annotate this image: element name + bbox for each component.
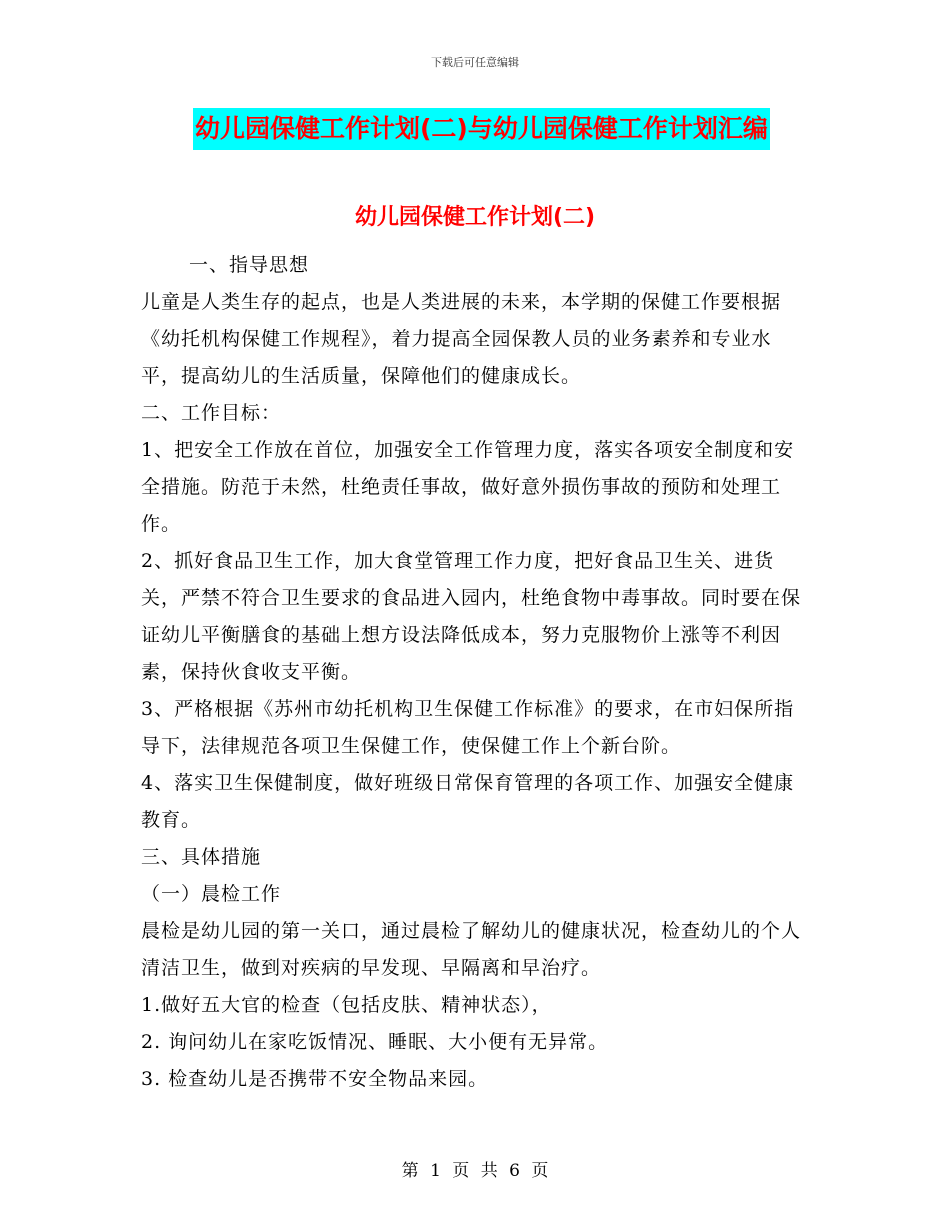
paragraph-intro: 儿童是人类生存的起点，也是人类进展的未来，本学期的保健工作要根据《幼托机构保健工作规程》，着力提高全园保教人员的业务素养和专业水平，提高幼儿的生活质量，保障他们的健康成长。 [141, 291, 782, 387]
goal-item-4: 4、落实卫生保健制度，做好班级日常保育管理的各项工作、加强安全健康教育。 [141, 772, 795, 831]
section-heading-guiding-thought: 一、指导思想 [189, 254, 310, 276]
main-title: 幼儿园保健工作计划(二)与幼儿园保健工作计划汇编 [193, 108, 770, 150]
header-note: 下载后可任意编辑 [431, 56, 519, 69]
section-heading-measures: 三、具体措施 [141, 846, 262, 868]
page-footer: 第 1 页 共 6 页 [401, 1161, 549, 1181]
check-item-1: 1.做好五大官的检查（包括皮肤、精神状态）， [141, 994, 552, 1016]
goal-item-1: 1、把安全工作放在首位，加强安全工作管理力度，落实各项安全制度和安全措施。防范于未然，杜绝责任事故，做好意外损伤事故的预防和处理工作。 [141, 439, 795, 535]
subsection-heading-morning-check: （一）晨检工作 [141, 883, 282, 905]
goal-item-2: 2、抓好食品卫生工作，加大食堂管理工作力度，把好食品卫生关、进货关，严禁不符合卫生要求的食品进入园内，杜绝食物中毒事故。同时要在保证幼儿平衡膳食的基础上想方设法降低成本，努力克服物价上涨等不利因素，保持伙食收支平衡。 [141, 550, 802, 683]
sub-title: 幼儿园保健工作计划(二) [354, 205, 596, 230]
document-body [141, 247, 806, 1098]
paragraph-morning-check: 晨检是幼儿园的第一关口，通过晨检了解幼儿的健康状况，检查幼儿的个人清洁卫生，做到对疾病的早发现、早隔离和早治疗。 [141, 920, 802, 979]
goal-item-3: 3、严格根据《苏州市幼托机构卫生保健工作标准》的要求，在市妇保所指导下，法律规范各项卫生保健工作，使保健工作上个新台阶。 [141, 698, 795, 757]
check-item-2: 2. 询问幼儿在家吃饭情况、睡眠、大小便有无异常。 [141, 1031, 609, 1053]
check-item-3: 3. 检查幼儿是否携带不安全物品来园。 [141, 1068, 489, 1090]
section-heading-goals: 二、工作目标： [141, 402, 282, 424]
